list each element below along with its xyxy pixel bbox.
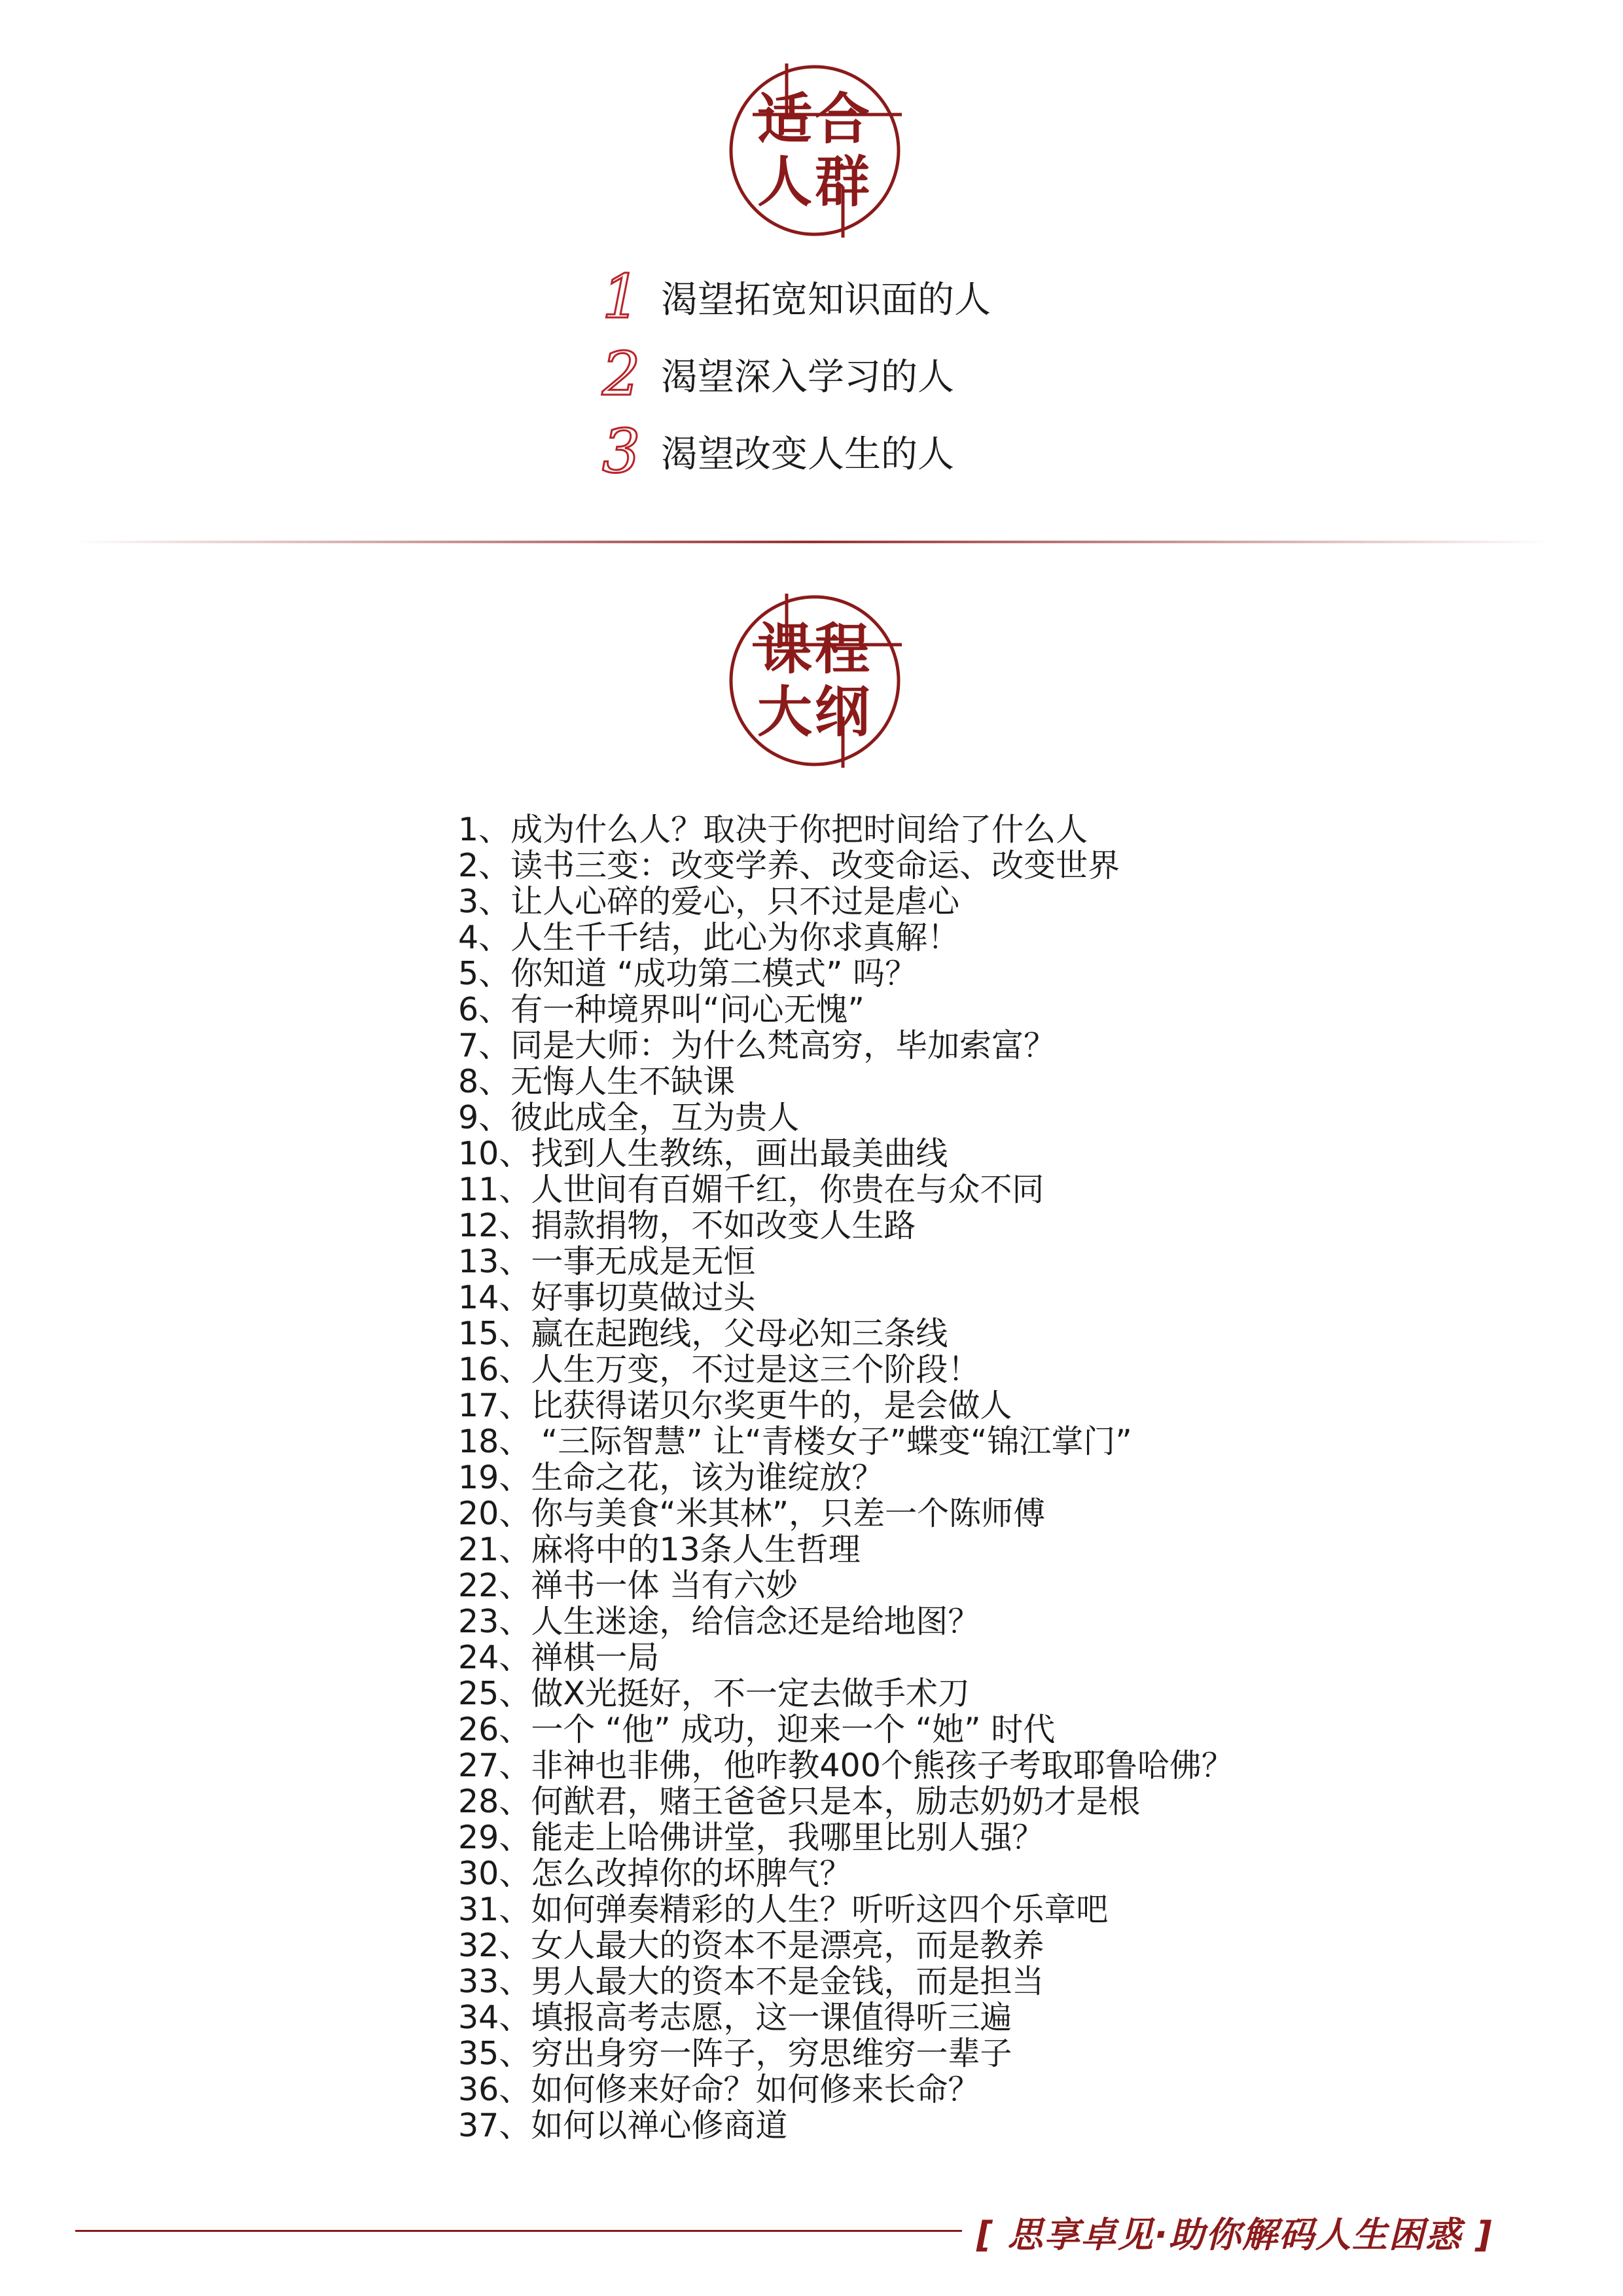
outline-item: 4、人生千千结，此心为你求真解！ [458,919,960,956]
outline-item: 11、人世间有百媚千红，你贵在与众不同 [458,1171,1044,1208]
outline-item: 31、如何弹奏精彩的人生？听听这四个乐章吧 [458,1891,1109,1928]
outline-item: 27、非神也非佛，他咋教400个熊孩子考取耶鲁哈佛？ [458,1747,1234,1784]
outline-item: 8、无悔人生不缺课 [458,1063,736,1100]
outline-item: 30、怎么改掉你的坏脾气？ [458,1855,852,1892]
outline-item: 10、找到人生教练，画出最美曲线 [458,1135,948,1172]
item-number: 1 [602,262,641,332]
seal-line-2: 大纲 [757,680,872,744]
outline-item: 17、比获得诺贝尔奖更牛的，是会做人 [458,1387,1012,1424]
outline-item: 22、禅书一体 当有六妙 [458,1567,798,1604]
outline-item: 21、麻将中的13条人生哲理 [458,1531,861,1568]
outline-item: 19、生命之花，该为谁绽放？ [458,1459,884,1496]
list-item [602,336,991,413]
audience-seal [726,62,903,239]
footer-tagline: [ 思享卓见·助你解码人生困惑 ] [976,2214,1493,2255]
outline-item: 7、同是大师：为什么梵高穷，毕加索富？ [458,1027,1056,1064]
outline-item: 1、成为什么人？取决于你把时间给了什么人 [458,811,1088,848]
audience-list [602,259,991,490]
outline-item: 13、一事无成是无恒 [458,1243,756,1280]
outline-item: 24、禅棋一局 [458,1639,660,1676]
outline-item: 16、人生万变，不过是这三个阶段！ [458,1351,980,1388]
course-outline-list [458,812,1234,2144]
outline-item: 25、做X光挺好，不一定去做手术刀 [458,1675,970,1712]
outline-item: 29、能走上哈佛讲堂，我哪里比别人强？ [458,1819,1044,1856]
outline-seal [726,592,903,769]
list-item [602,413,991,490]
item-text: 渴望拓宽知识面的人 [661,279,991,321]
item-text: 渴望深入学习的人 [661,356,954,399]
seal-line-1: 适合 [757,87,872,151]
item-text: 渴望改变人生的人 [661,433,954,476]
outline-item: 15、赢在起跑线，父母必知三条线 [458,1315,948,1352]
outline-item: 36、如何修来好命？如何修来长命？ [458,2071,980,2108]
outline-item: 37、如何以禅心修商道 [458,2107,788,2144]
outline-item: 3、让人心碎的爱心，只不过是虐心 [458,883,960,920]
outline-item: 34、填报高考志愿，这一课值得听三遍 [458,1999,1012,2036]
outline-item: 32、女人最大的资本不是漂亮，而是教养 [458,1927,1044,1964]
outline-item: 5、你知道 “成功第二模式” 吗？ [458,955,918,992]
item-number: 2 [602,339,641,409]
outline-item: 6、有一种境界叫“问心无愧” [458,991,865,1028]
section-divider [72,541,1551,543]
outline-item: 28、何猷君，赌王爸爸只是本，励志奶奶才是根 [458,1783,1141,1820]
outline-item: 12、捐款捐物，不如改变人生路 [458,1207,916,1244]
outline-item: 33、男人最大的资本不是金钱，而是担当 [458,1963,1044,2000]
footer-line [75,2230,962,2232]
outline-item: 14、好事切莫做过头 [458,1279,756,1316]
outline-item: 18、 “三际智慧” 让“青楼女子”蝶变“锦江掌门” [458,1423,1132,1460]
seal-line-2: 人群 [757,150,872,214]
item-number: 3 [602,416,641,486]
outline-item: 35、穷出身穷一阵子，穷思维穷一辈子 [458,2035,1012,2072]
outline-item: 9、彼此成全，互为贵人 [458,1099,800,1136]
list-item [602,259,991,336]
outline-item: 20、你与美食“米其林”，只差一个陈师傅 [458,1495,1046,1532]
outline-item: 2、读书三变：改变学养、改变命运、改变世界 [458,847,1120,884]
outline-item: 23、人生迷途，给信念还是给地图？ [458,1603,980,1640]
outline-item: 26、一个 “他” 成功，迎来一个 “她” 时代 [458,1711,1056,1748]
seal-line-1: 课程 [757,617,872,681]
